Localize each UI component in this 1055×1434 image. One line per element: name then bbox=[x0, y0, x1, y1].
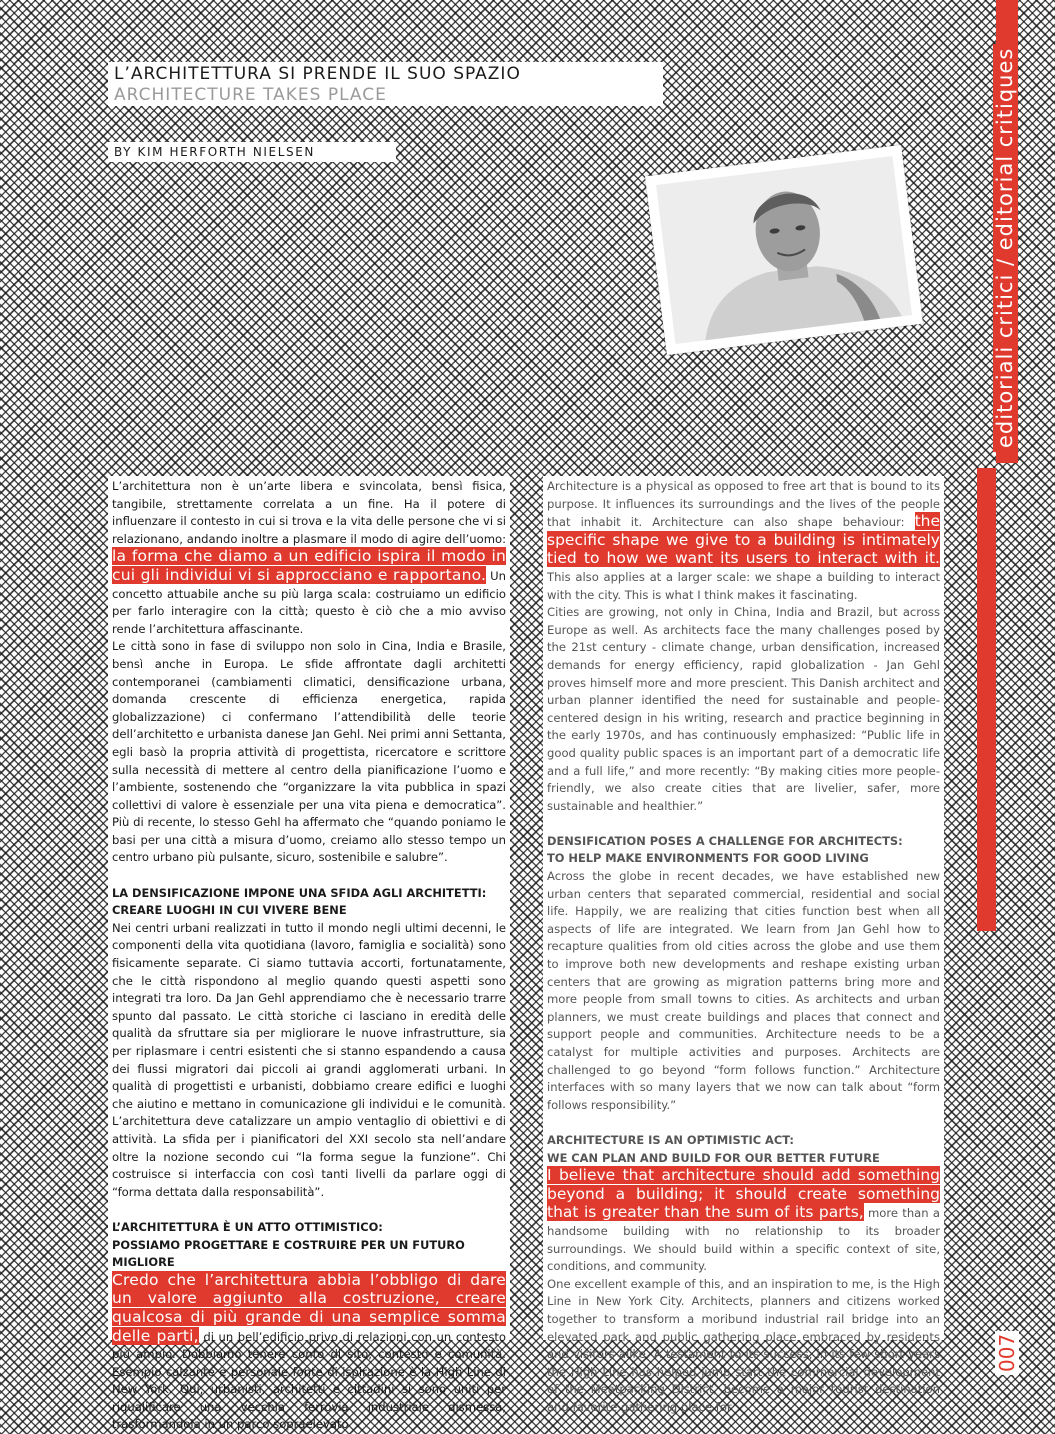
english-paragraph-1 bbox=[547, 478, 940, 604]
heading-line: WE CAN PLAN AND BUILD FOR OUR BETTER FUTURE bbox=[547, 1150, 880, 1165]
title-english: ARCHITECTURE TAKES PLACE bbox=[114, 85, 387, 105]
heading-line: L’ARCHITETTURA È UN ATTO OTTIMISTICO: bbox=[112, 1219, 383, 1234]
section-label: editoriali critici / editorial critiques bbox=[993, 44, 1017, 452]
heading-line: POSSIAMO PROGETTARE E COSTRUIRE PER UN FUTURO MIGLIORE bbox=[112, 1237, 465, 1270]
author-byline: BY KIM HERFORTH NIELSEN bbox=[108, 142, 396, 162]
text-span: more than a handsome building with no relationship to its broader surroundings. We should build within a specific context of site, conditions, and community. bbox=[547, 1206, 940, 1274]
english-column bbox=[543, 476, 944, 1414]
title-italian: L’ARCHITETTURA SI PRENDE IL SUO SPAZIO bbox=[114, 64, 521, 84]
text-span: Architecture is a physical as opposed to free art that is bound to its purpose. It influences its surroundings and the lives of the people that inhabit it. Architecture can also shape behaviour: bbox=[547, 479, 940, 530]
heading-line: ARCHITECTURE IS AN OPTIMISTIC ACT: bbox=[547, 1132, 794, 1147]
english-paragraph-5: One excellent example of this, and an inspiration to me, is the High Line in New York City. Architects, planners and citizens worked together to transform a moribund industrial rail bridge into an elevated park and public gathering place embraced by residents and visitors alike. A testament to its success, in its few short years the High Line has helped jump start the commercial development of the Meatpacking District, become a major tourist destination and favorite gathering place for bbox=[547, 1276, 940, 1414]
english-highlight-quote: the specific shape we give to a building is intimately tied to how we want its users to interact with it. bbox=[547, 512, 940, 568]
text-span: Un concetto attuabile anche su più larga scala: costruiamo un edificio per farlo interagire con la città; questo è ciò che a mio avviso rende l’architettura affascinante. bbox=[112, 568, 506, 636]
italian-highlight-quote-2: Credo che l’architettura abbia l’obbligo di dare un valore aggiunto alla costruzione, creare qualcosa di più grande di una semplice somma delle parti, bbox=[112, 1270, 506, 1345]
italian-highlight-quote: la forma che diamo a un edificio ispira il modo in cui gli individui vi si approcciano e rapportano. bbox=[112, 547, 506, 584]
page-number: 007 bbox=[995, 1331, 1019, 1375]
portrait-illustration bbox=[656, 156, 912, 344]
portrait-photo bbox=[656, 156, 912, 344]
italian-paragraph-1 bbox=[112, 478, 506, 638]
english-paragraph-3: Across the globe in recent decades, we have established new urban centers that separated commercial, residential and social life. Happily, we are realizing that cities function best when all aspects of life are integrated. We learn from Jan Gehl how to recapture qualities from old cities across the globe and use them to improve both new developments and reshape existing urban centers that are growing as migration patterns bring more and more people from small towns to cities. As architects and urban planners, we must create buildings and places that connect and support people and communities. Architecture needs to be a catalyst for multiple activities and purposes. Architects are challenged to go beyond “form follows function.” Architecture interfaces with so many layers that we now can talk about “form follows responsibility.” bbox=[547, 869, 940, 1112]
english-heading-2 bbox=[547, 1132, 940, 1167]
italian-paragraph-3: Nei centri urbani realizzati in tutto il mondo negli ultimi decenni, le componenti della vita quotidiana (lavoro, famiglia e socialità) sono fisicamente separate. Ci siamo tuttavia accorti, fortunatamente, che le città rispondono al meglio quando questi aspetti sono integrati tra loro. Da Jan Gehl apprendiamo che è necessario trarre spunto dal passato. Le città storiche ci lasciano in eredità delle qualità da sfruttare sia per migliorare le nuove infrastrutture, sia per riplasmare i centri esistenti che si stanno espandendo a causa dei flussi migratori dai piccoli ai grandi agglomerati urbani. In qualità di progettisti e urbanisti, dobbiamo creare edifici e luoghi che aiutino e mettano in comunicazione gli individui e le comunità. L’architettura deve catalizzare un ampio ventaglio di obiettivi e di attività. La sfida per i pianificatori del XXI secolo sta nell’andare oltre la nozione secondo cui “la forma segue la funzione”. Chi costruisce si interfaccia con così tanti livelli da parlare oggi di “forma dettata dalla responsabilità”. bbox=[112, 920, 506, 1199]
heading-line: DENSIFICATION POSES A CHALLENGE FOR ARCHITECTS: bbox=[547, 833, 903, 848]
text-span: di un bell’edificio privo di relazioni con un contesto più ampio. Dobbiamo tenere conto di sito, contesto e comunità. Esempio calzante e personale fonte di ispirazione è la High Line di New York. Qui, urbanisti, architetti e cittadini si sono uniti per riqualificare una vecchia ferrovia industriale dismessa, trasformandola in un parco sopraelevato bbox=[112, 1329, 506, 1432]
english-heading-1 bbox=[547, 833, 940, 868]
english-paragraph-4 bbox=[547, 1167, 940, 1276]
italian-paragraph-4 bbox=[112, 1272, 506, 1434]
english-paragraph-2: Cities are growing, not only in China, India and Brazil, but across Europe as well. As architects face the many challenges posed by the 21st century - climate change, urban densification, increased demands for energy efficiency, rapid globalization - Jan Gehl proves himself more and more prescient. This Danish architect and urban planner identified the need for sustainable and people-centered design in his writing, research and practice beginning in the early 1970s, and has continuously emphasized: “Public life in good quality public spaces is an important part of a democratic life and a full life,” and more recently: “By making cities more people-friendly, we also create cities that are livelier, safer, more sustainable and healthier.” bbox=[547, 605, 940, 813]
author-photo-frame bbox=[645, 145, 923, 355]
italian-paragraph-2: Le città sono in fase di sviluppo non solo in Cina, India e Brasile, bensì anche in Europa. Le sfide affrontate dagli architetti contemporanei (cambiamenti climatici, densificazione urbana, domanda crescente di efficienza energetica, rapida globalizzazione) ci confermano l’attendibilità delle teorie dell’architetto e urbanista danese Jan Gehl. Nei primi anni Settanta, egli basò la propria attività di progettista, ricercatore e scrittore sulla necessità di mettere al centro della pianificazione l’uomo e l’ambiente, sostenendo che “organizzare la vita pubblica in spazi collettivi di valore è essenziale per una vita piena e democratica”. Più di recente, lo stesso Gehl ha affermato che “quando poniamo le basi per una città a misura d’uomo, creiamo allo stesso tempo un centro urbano più pulsante, sicuro, sostenibile e salubre”. bbox=[112, 639, 506, 865]
italian-column bbox=[108, 476, 510, 1432]
italian-heading-1 bbox=[112, 885, 506, 920]
heading-line: CREARE LUOGHI IN CUI VIVERE BENE bbox=[112, 903, 347, 918]
text-span: This also applies at a larger scale: we shape a building to interact with the city. This is what I think makes it fascinating. bbox=[547, 569, 940, 602]
heading-line: TO HELP MAKE ENVIRONMENTS FOR GOOD LIVING bbox=[547, 851, 869, 866]
english-highlight-quote-2: I believe that architecture should add something beyond a building; it should create something that is greater than the sum of its parts, bbox=[547, 1166, 940, 1222]
title-box bbox=[108, 62, 663, 106]
sidebar-accent-bar-lower bbox=[977, 468, 996, 931]
italian-heading-2 bbox=[112, 1219, 506, 1272]
text-span: L’architettura non è un’arte libera e svincolata, bensì fisica, tangibile, strettamente correlata a un fine. Ha il potere di influenzare il contesto in cui si trova e la vita delle persone che vi si relazionano, andando inoltre a plasmare il modo di agire dell’uomo: bbox=[112, 479, 506, 546]
heading-line: LA DENSIFICAZIONE IMPONE UNA SFIDA AGLI ARCHITETTI: bbox=[112, 885, 487, 900]
